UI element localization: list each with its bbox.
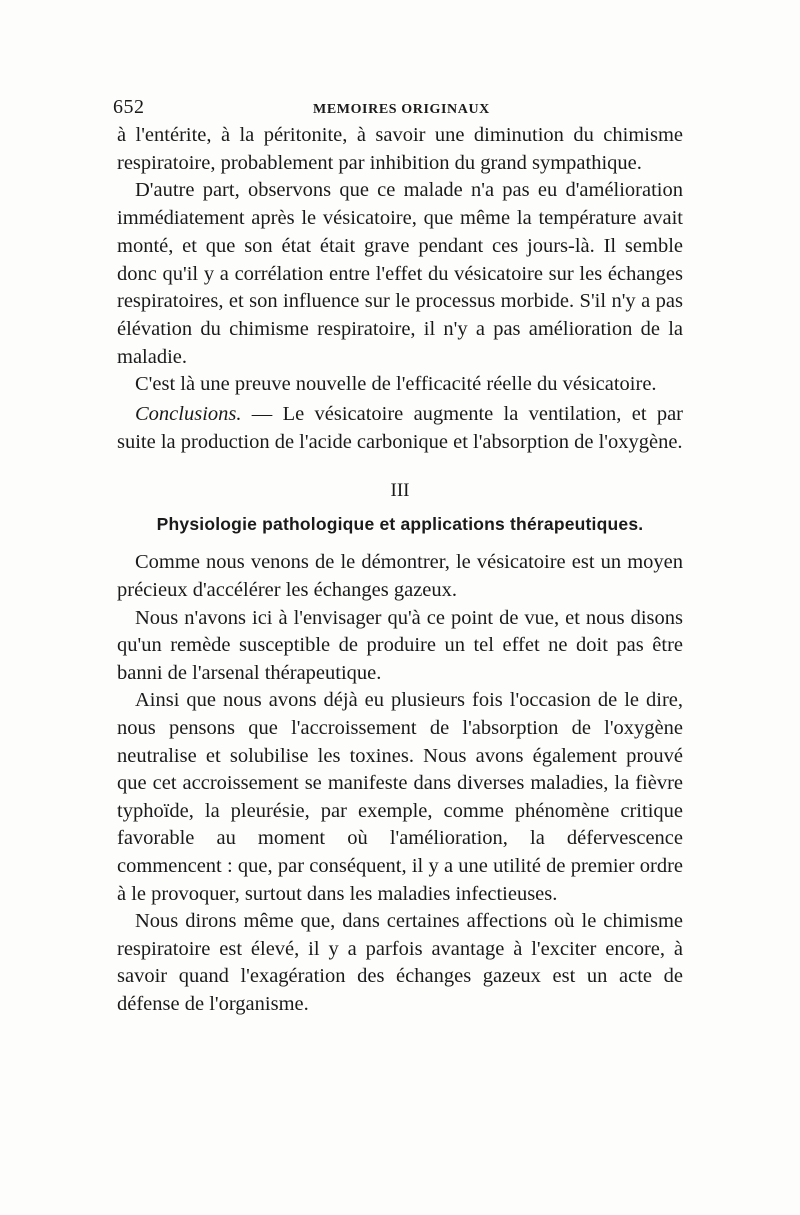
conclusions-text: — Le vésicatoire augmente la ventilation, et par suite la production de l'acide carbonique et l'absorption de l'oxygène.	[117, 403, 683, 453]
section-number: III	[390, 480, 410, 502]
paragraph: Nous dirons même que, dans certaines affections où le chimisme respiratoire est élevé, il y a parfois avantage à l'exciter encore, à savoir quand l'exagération des échanges gazeux est un acte de défense de l'organisme.	[117, 910, 683, 1015]
running-head	[113, 96, 683, 122]
paragraph: Ainsi que nous avons déjà eu plusieurs fois l'occasion de le dire, nous pensons que l'accroissement de l'absorption de l'oxygène neutralise et solubilise les toxines. Nous avons également prouvé que cet accroissement se manifeste dans diverses maladies, la fièvre typhoïde, la pleurésie, par exemple, comme phénomène critique favorable au moment où l'amélioration, la défervescence commencent : que, par conséquent, il y a une utilité de premier ordre à le provoquer, surtout dans les maladies infectieuses.	[117, 689, 683, 905]
section-body	[117, 549, 683, 1018]
page-number: 652	[113, 96, 145, 118]
paragraph: à l'entérite, à la péritonite, à savoir une diminution du chimisme respiratoire, probablement par inhibition du grand sympathique.	[117, 124, 683, 174]
paragraph: Nous n'avons ici à l'envisager qu'à ce point de vue, et nous disons qu'un remède susceptible de produire un tel effet ne doit pas être banni de l'arsenal thérapeutique.	[117, 606, 683, 684]
text-column	[113, 96, 683, 1019]
conclusions-label: Conclusions.	[135, 403, 242, 426]
paragraph: C'est là une preuve nouvelle de l'efficacité réelle du vésicatoire.	[135, 373, 657, 396]
running-title: MEMOIRES ORIGINAUX	[313, 102, 490, 117]
paragraph: Comme nous venons de le démontrer, le vésicatoire est un moyen précieux d'accélérer les échanges gazeux.	[117, 551, 683, 602]
paragraph: D'autre part, observons que ce malade n'a pas eu d'amélioration immédiatement après le vésicatoire, que même la température avait monté, et que son état était grave pendant ces jours-là. Il semble donc qu'il y a corrélation entre l'effet du vésicatoire sur les échanges respiratoires, et son influence sur le processus morbide. S'il n'y a pas élévation du chimisme respiratoire, il n'y a pas amélioration de la maladie.	[117, 179, 683, 368]
conclusions-paragraph	[117, 401, 683, 456]
section-title: Physiologie pathologique et applications thérapeutiques.	[156, 514, 644, 535]
